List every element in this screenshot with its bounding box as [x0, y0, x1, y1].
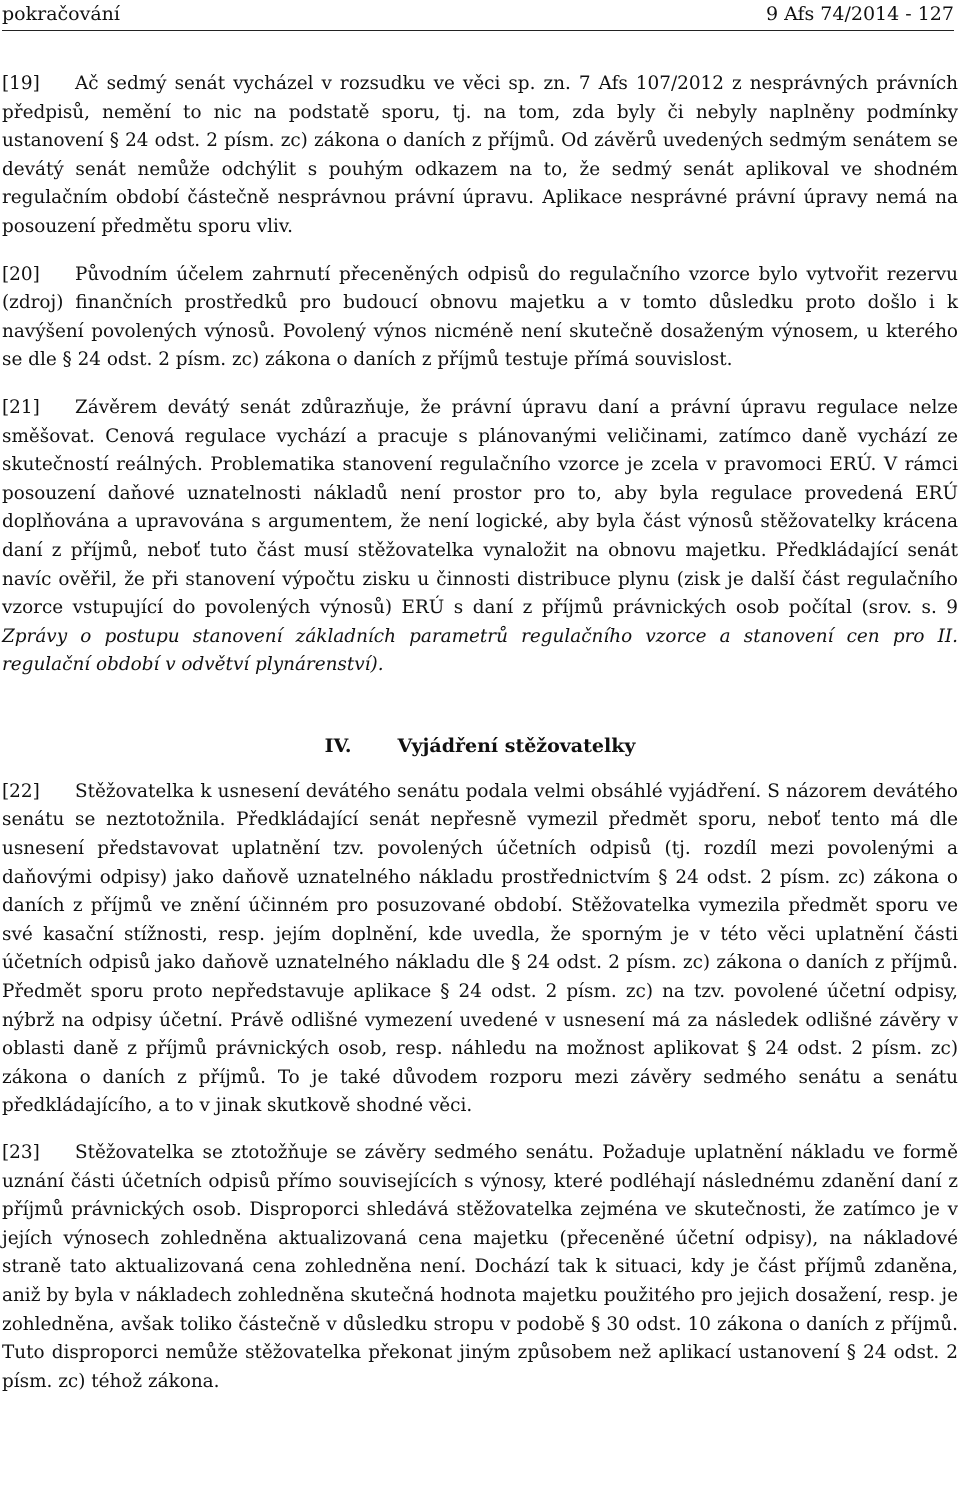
paragraph-text: Závěrem devátý senát zdůrazňuje, že právní úpravu daní a právní úpravu regulace nelze směšovat. Cenová regulace vychází a pracuje s plánovanými veličinami, zatímco daně vychází ze skutečností reálných. Problematika stanovení regulačního vzorce je zcela v pravomoci ERÚ. V rámci posouzení daňové uznatelnosti nákladů není prostor pro to, aby byla regulace provedená ERÚ doplňována a upravována s argumentem, že není logické, aby byla část výnosů stěžovatelky krácena daní z příjmů, neboť tuto část musí stěžovatelka vynaložit na obnovu majetku. Předkládající senát navíc ověřil, že při stanovení výpočtu zisku u činnosti distribuce plynu (zisk je další část regulačního vzorce vstupující do povolených výnosů) ERÚ s daní z příjmů právnických osob počítal (srov. s. 9: [2, 396, 958, 619]
section-number: IV.: [324, 734, 352, 757]
paragraph-italic-citation: Zprávy o postupu stanovení základních parametrů regulačního vzorce a stanovení cen pro II. regulační období v odvětví plynárenství).: [2, 625, 958, 676]
paragraph-number: [23]: [2, 1142, 40, 1163]
paragraph-19: [2, 70, 958, 242]
section-title: Vyjádření stěžovatelky: [397, 734, 636, 757]
paragraph-text: Původním účelem zahrnutí přeceněných odpisů do regulačního vzorce bylo vytvořit rezervu (zdroj) finančních prostředků pro budoucí obnovu majetku a v tomto důsledku proto došlo i k navýšení povolených výnosů. Povolený výnos nicméně není skutečně dosaženým výnosem, u kterého se dle § 24 odst. 2 písm. zc) zákona o daních z příjmů testuje přímá souvislost.: [2, 263, 958, 371]
paragraph-21: [2, 394, 958, 680]
paragraph-22: [2, 778, 958, 1121]
paragraph-number: [21]: [2, 396, 40, 418]
paragraph-text: Stěžovatelka se ztotožňuje se závěry sedmého senátu. Požaduje uplatnění nákladu ve formě uznání části účetních odpisů přímo souvisejících s výnosy, které podléhají následnému zdanění daní z příjmů právnických osob. Disproporci shledává stěžovatelka zejména ve skutečnosti, že zatímco je v jejích výnosech zohledněna aktualizovaná cena majetku (přeceněné účetní odpisy), na nákladové straně tato aktualizovaná cena zohledněna není. Dochází tak k situaci, kdy je část příjmů zdaněna, aniž by byla v nákladech zohledněna skutečná hodnota majetku použitého pro jejich dosažení, resp. je zohledněna, avšak toliko částečně v důsledku stropu v podobě § 30 odst. 10 zákona o daních z příjmů. Tuto disproporci nemůže stěžovatelka překonat jiným způsobem než aplikací ustanovení § 24 odst. 2 písm. zc) téhož zákona.: [2, 1142, 958, 1392]
paragraph-23: [2, 1139, 958, 1396]
paragraph-text: Ač sedmý senát vycházel v rozsudku ve věci sp. zn. 7 Afs 107/2012 z nesprávných právních předpisů, nemění to nic na podstatě sporu, tj. na tom, zda byly či nebyly naplněny podmínky ustanovení § 24 odst. 2 písm. zc) zákona o daních z příjmů. Od závěrů uvedených sedmým senátem se devátý senát nemůže odchýlit s pouhým odkazem na to, že sedmý senát aplikoval ve shodném regulačním období částečně nesprávnou právní úpravu. Aplikace nesprávné právní úpravy nemá na posouzení předmětu sporu vliv.: [2, 73, 958, 237]
paragraph-text: Stěžovatelka k usnesení devátého senátu podala velmi obsáhlé vyjádření. S názorem devátého senátu se neztotožnila. Předkládající senát nepřesně vymezil předmět sporu, neboť tento má dle usnesení představovat uplatnění tzv. povolených účetních odpisů (tj. rozdíl mezi povolenými a daňovými odpisy) jako daňově uznatelného nákladu prostřednictvím § 24 odst. 2 písm. zc) zákona o daních z příjmů ve znění účinném pro posuzované období. Stěžovatelka vymezila předmět sporu ve své kasační stížnosti, resp. jejím doplnění, kde uvedla, že sporným je v této věci uplatnění části účetních odpisů jako daňově uznatelného nákladu dle § 24 odst. 2 písm. zc) zákona o daních z příjmů. Předmět sporu proto nepředstavuje aplikace § 24 odst. 2 písm. zc) na tzv. povolené účetní odpisy, nýbrž na odpisy účetní. Právě odlišné vymezení uvedené v usnesení má za následek odlišné závěry v oblasti daně z příjmů právnických osob, resp. náhledu na možnost aplikovat § 24 odst. 2 písm. zc) zákona o daních z příjmů. To je také důvodem rozporu mezi závěry sedmého senátu a senátu předkládajícího, a to v jinak skutkově shodné věci.: [2, 780, 958, 1117]
paragraph-number: [19]: [2, 73, 40, 94]
paragraph-number: [20]: [2, 263, 40, 285]
paragraph-20: [2, 261, 958, 375]
paragraph-number: [22]: [2, 780, 40, 802]
section-heading: [2, 732, 958, 760]
header-case-number: 9 Afs 74/2014 - 127: [765, 3, 954, 25]
header-continuation: pokračování: [2, 3, 120, 25]
page-header: [2, 0, 954, 31]
